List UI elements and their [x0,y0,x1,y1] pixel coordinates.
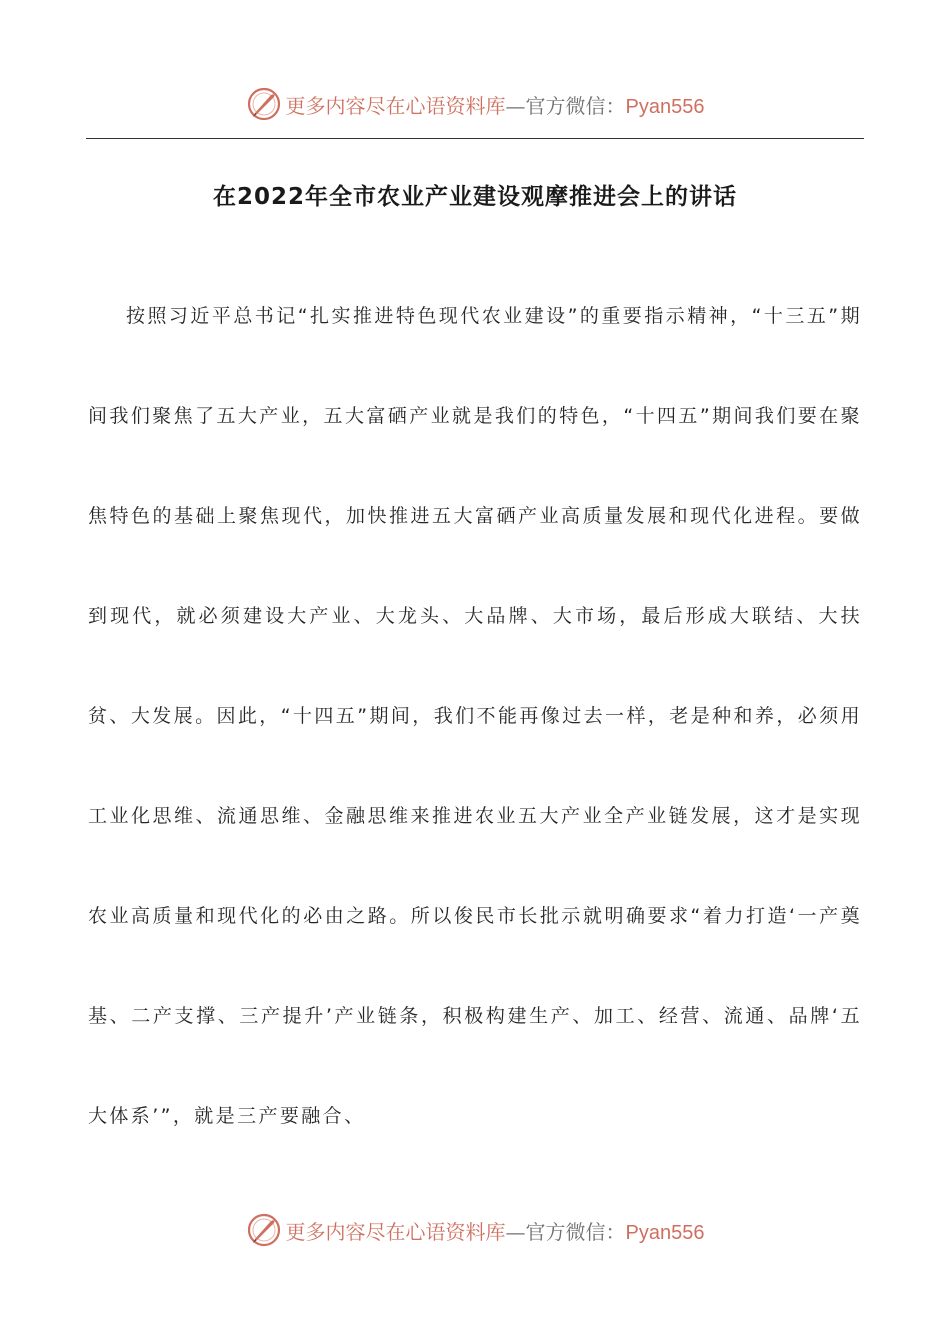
header-wechat-label: 官方微信： [525,93,626,118]
body-paragraph: 按照习近平总书记“扎实推进特色现代农业建设”的重要指示精神，“十三五”期间我们聚焦了五大产业，五大富硒产业就是我们的特色，“十四五”期间我们要在聚焦特色的基础上聚焦现代，加快推进五大富硒产业高质量发展和现代化进程。要做到现代，就必须建设大产业、大龙头、大品牌、大市场，最后形成大联结、大扶贫、大发展。因此，“十四五”期间，我们不能再像过去一样，老是种和养，必须用工业化思维、流通思维、金融思维来推进农业五大产业全产业链发展，这才是实现农业高质量和现代化的必由之路。所以俊民市长批示就明确要求“着力打造‘一产奠基、二产支撑、三产提升’产业链条，积极构建生产、加工、经营、流通、品牌‘五大体系’”，就是三产要融合、 [88,305,862,1127]
footer-dash: — [505,1219,526,1244]
footer-banner [0,1210,950,1250]
header-wechat-id: Pyan556 [625,95,705,118]
footer-brand-text: 更多内容尽在心语资料库 [285,1219,506,1244]
footer-wechat-id: Pyan556 [625,1221,705,1244]
header-divider [86,138,864,139]
header-brand-text: 更多内容尽在心语资料库 [285,93,506,118]
quill-pen-logo-icon [246,1212,282,1248]
quill-pen-logo-icon [246,86,282,122]
document-title: 在2022年全市农业产业建设观摩推进会上的讲话 [212,184,737,210]
header-banner-text [286,90,705,119]
footer-wechat-label: 官方微信： [525,1219,626,1244]
header-dash: — [505,93,526,118]
footer-banner-text [286,1216,705,1245]
header-banner [0,84,950,124]
